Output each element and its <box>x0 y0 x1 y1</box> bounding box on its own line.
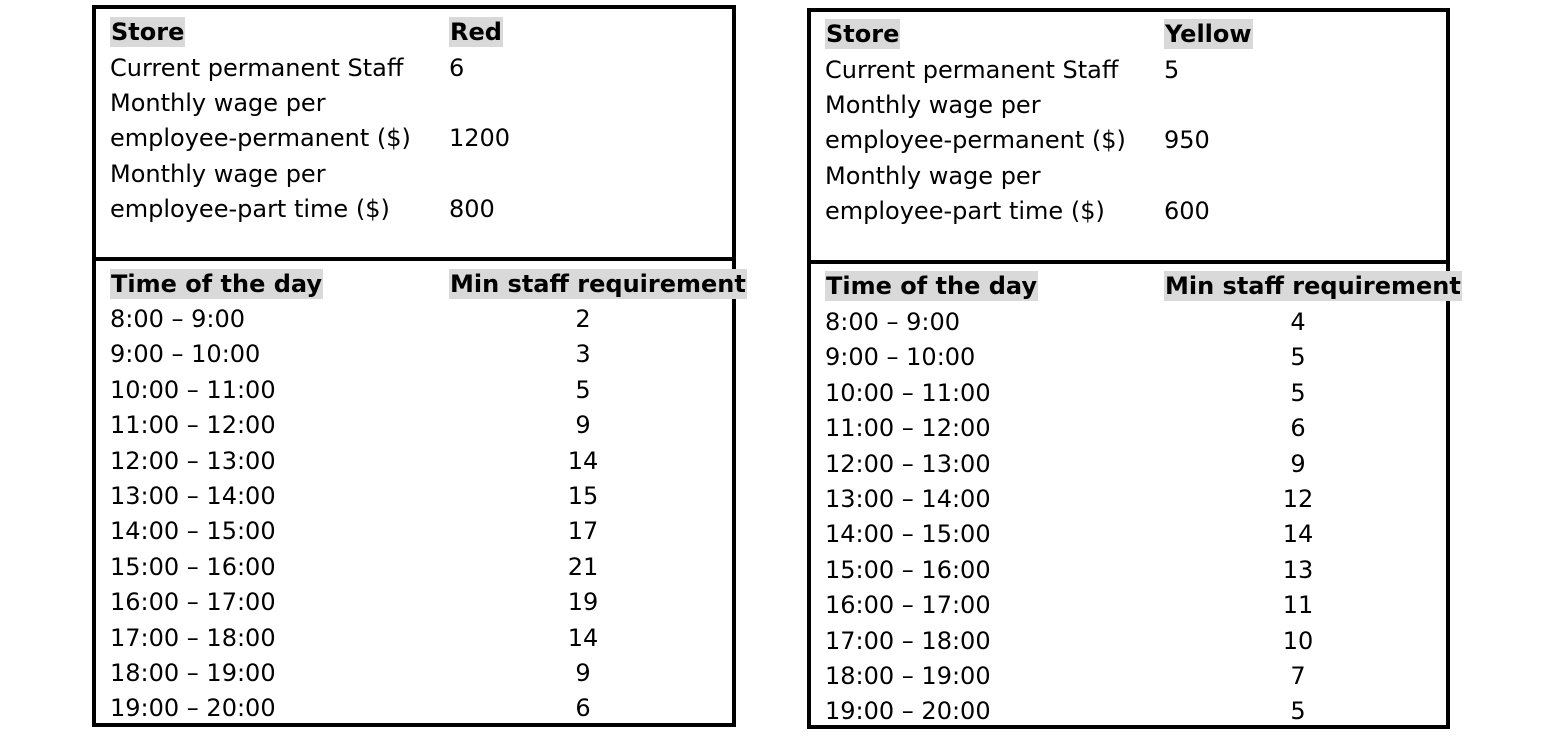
time-of-day-header: Time of the day <box>111 270 322 298</box>
time-of-day-header: Time of the day <box>826 272 1037 300</box>
wage-parttime-label-line1: Monthly wage per <box>825 162 1041 190</box>
store-red-panel <box>92 5 746 727</box>
time-slot-cell: 14:00 – 15:00 <box>825 520 991 548</box>
min-staff-header: Min staff requirement <box>450 270 746 298</box>
time-slot-cell: 15:00 – 16:00 <box>825 556 991 584</box>
time-slot-cell: 10:00 – 11:00 <box>825 379 991 407</box>
wage-permanent-value: 950 <box>1164 126 1210 154</box>
min-staff-cell: 14 <box>1282 520 1314 548</box>
time-slot-cell: 18:00 – 19:00 <box>825 662 991 690</box>
time-slot-cell: 8:00 – 9:00 <box>825 308 961 336</box>
permanent-staff-label: Current permanent Staff <box>825 56 1119 84</box>
permanent-staff-value: 5 <box>1164 56 1180 84</box>
time-slot-cell: 8:00 – 9:00 <box>110 305 246 333</box>
min-staff-cell: 5 <box>575 376 591 404</box>
time-slot-cell: 9:00 – 10:00 <box>110 340 261 368</box>
wage-parttime-value: 800 <box>449 195 495 223</box>
store-label: Store <box>826 20 900 48</box>
min-staff-cell: 17 <box>567 517 599 545</box>
schedule-rows <box>811 264 1446 725</box>
min-staff-cell: 5 <box>1290 343 1306 371</box>
time-slot-cell: 19:00 – 20:00 <box>110 694 276 722</box>
min-staff-cell: 9 <box>575 411 591 439</box>
wage-permanent-label-line1: Monthly wage per <box>825 91 1041 119</box>
min-staff-cell: 21 <box>567 553 599 581</box>
store-yellow-panel <box>807 8 1461 729</box>
time-slot-cell: 15:00 – 16:00 <box>110 553 276 581</box>
min-staff-cell: 3 <box>575 340 591 368</box>
min-staff-cell: 2 <box>575 305 591 333</box>
time-slot-cell: 18:00 – 19:00 <box>110 659 276 687</box>
wage-permanent-label-line1: Monthly wage per <box>110 89 326 117</box>
min-staff-cell: 5 <box>1290 379 1306 407</box>
time-slot-cell: 12:00 – 13:00 <box>825 450 991 478</box>
store-info-section <box>811 12 1446 264</box>
wage-permanent-value: 1200 <box>449 124 511 152</box>
time-slot-cell: 11:00 – 12:00 <box>110 411 276 439</box>
min-staff-cell: 6 <box>1290 414 1306 442</box>
time-slot-cell: 16:00 – 17:00 <box>825 591 991 619</box>
min-staff-cell: 11 <box>1282 591 1314 619</box>
min-staff-cell: 9 <box>1290 450 1306 478</box>
min-staff-cell: 6 <box>575 694 591 722</box>
time-slot-cell: 19:00 – 20:00 <box>825 697 991 725</box>
time-slot-cell: 9:00 – 10:00 <box>825 343 976 371</box>
min-staff-cell: 19 <box>567 588 599 616</box>
min-staff-cell: 4 <box>1290 308 1306 336</box>
store-name: Yellow <box>1165 20 1252 48</box>
min-staff-cell: 15 <box>567 482 599 510</box>
time-slot-cell: 14:00 – 15:00 <box>110 517 276 545</box>
min-staff-cell: 5 <box>1290 697 1306 725</box>
min-staff-cell: 12 <box>1282 485 1314 513</box>
time-slot-cell: 13:00 – 14:00 <box>825 485 991 513</box>
min-staff-cell: 9 <box>575 659 591 687</box>
min-staff-cell: 10 <box>1282 627 1314 655</box>
wage-permanent-label-line2: employee-permanent ($) <box>110 124 411 152</box>
time-slot-cell: 10:00 – 11:00 <box>110 376 276 404</box>
wage-permanent-label-line2: employee-permanent ($) <box>825 126 1126 154</box>
time-slot-cell: 13:00 – 14:00 <box>110 482 276 510</box>
wage-parttime-label-line2: employee-part time ($) <box>825 197 1105 225</box>
wage-parttime-label-line2: employee-part time ($) <box>110 195 390 223</box>
wage-parttime-label-line1: Monthly wage per <box>110 160 326 188</box>
store-label: Store <box>111 18 185 46</box>
time-slot-cell: 12:00 – 13:00 <box>110 447 276 475</box>
min-staff-cell: 13 <box>1282 556 1314 584</box>
min-staff-header: Min staff requirement <box>1165 272 1461 300</box>
min-staff-cell: 7 <box>1290 662 1306 690</box>
time-slot-cell: 17:00 – 18:00 <box>825 627 991 655</box>
permanent-staff-value: 6 <box>449 54 465 82</box>
time-slot-cell: 16:00 – 17:00 <box>110 588 276 616</box>
wage-parttime-value: 600 <box>1164 197 1210 225</box>
store-name: Red <box>450 18 502 46</box>
min-staff-cell: 14 <box>567 624 599 652</box>
time-slot-cell: 17:00 – 18:00 <box>110 624 276 652</box>
staff-schedule-table <box>96 261 746 723</box>
min-staff-cell: 14 <box>567 447 599 475</box>
schedule-rows <box>96 261 732 723</box>
permanent-staff-label: Current permanent Staff <box>110 54 404 82</box>
staff-schedule-table <box>811 264 1461 725</box>
time-slot-cell: 11:00 – 12:00 <box>825 414 991 442</box>
store-info-section <box>96 9 732 261</box>
